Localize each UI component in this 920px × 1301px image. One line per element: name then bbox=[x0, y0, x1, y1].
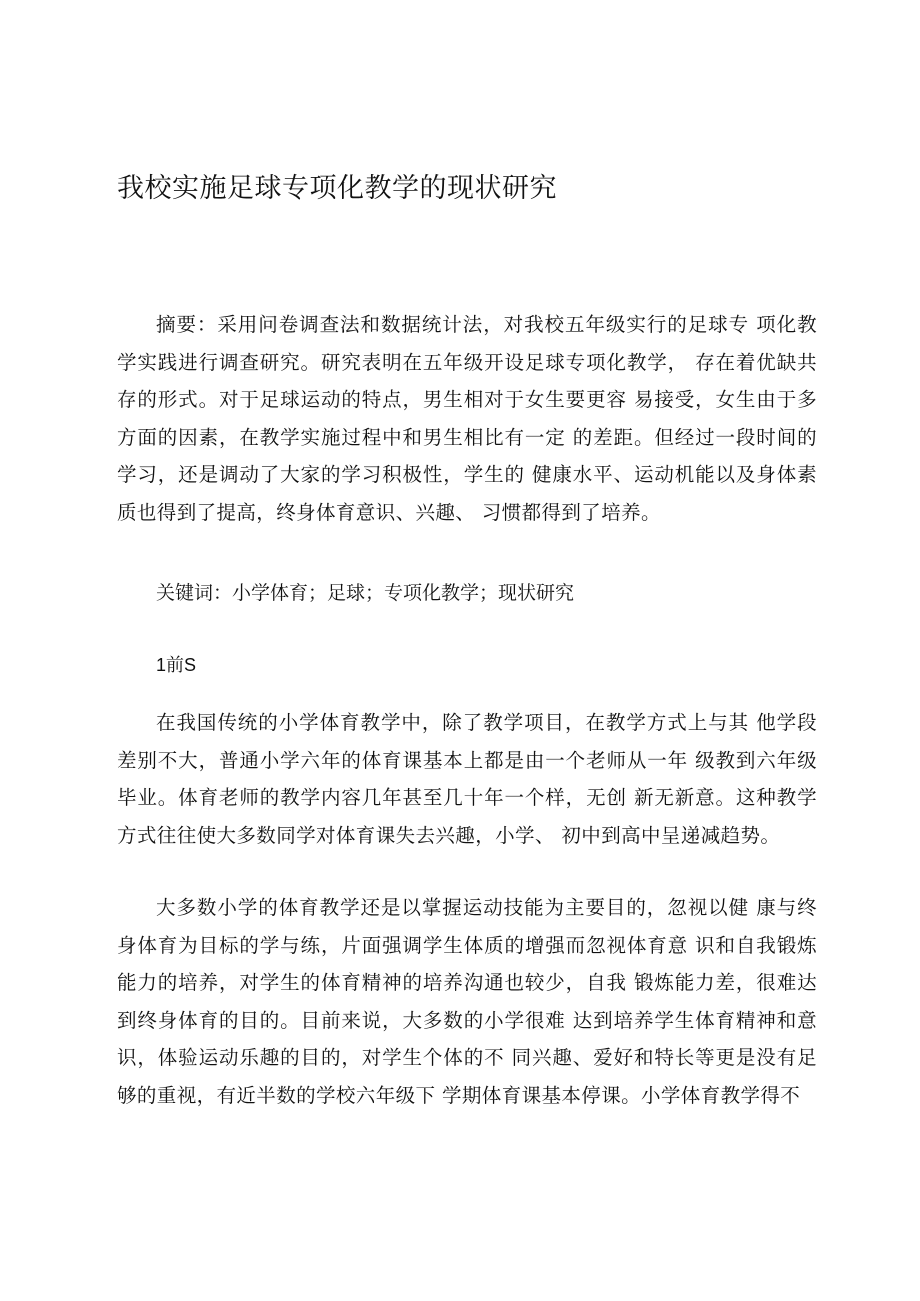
abstract-paragraph: 摘要：采用问卷调查法和数据统计法，对我校五年级实行的足球专 项化教学实践进行调查研究。研究表明在五年级开设足球专项化教学， 存在着优缺共存的形式。对于足球运动的特点，男生相对于女生要更容 易接受，女生由于多方面的因素，在教学实施过程中和男生相比有一定 的差距。但经过一段时间的学习，还是调动了大家的学习积极性，学生的 健康水平、运动机能以及身体素质也得到了提高，终身体育意识、兴趣、 习惯都得到了培养。 bbox=[117, 313, 817, 524]
keywords-line: 关键词：小学体育；足球；专项化教学；现状研究 bbox=[156, 582, 575, 604]
section-heading: 1前S bbox=[156, 655, 197, 675]
body-paragraph-2: 大多数小学的体育教学还是以掌握运动技能为主要目的，忽视以健 康与终身体育为目标的学与练，片面强调学生体质的增强而忽视体育意 识和自我锻炼能力的培养，对学生的体育精神的培养沟通也较少，自我 锻炼能力差，很难达到终身体育的目的。目前来说，大多数的小学很难 达到培养学生体育精神和意识，体验运动乐趣的目的，对学生个体的不 同兴趣、爱好和特长等更是没有足够的重视，有近半数的学校六年级下 学期体育课基本停课。小学体育教学得不 bbox=[117, 896, 817, 1107]
document-title: 我校实施足球专项化教学的现状研究 bbox=[117, 173, 557, 204]
body-paragraph-1: 在我国传统的小学体育教学中，除了教学项目，在教学方式上与其 他学段差别不大，普通小学六年的体育课基本上都是由一个老师从一年 级教到六年级毕业。体育老师的教学内容几年甚至几十年一个样，无创 新无新意。这种教学方式往往使大多数同学对体育课失去兴趣，小学、 初中到高中呈递减趋势。 bbox=[117, 711, 817, 847]
